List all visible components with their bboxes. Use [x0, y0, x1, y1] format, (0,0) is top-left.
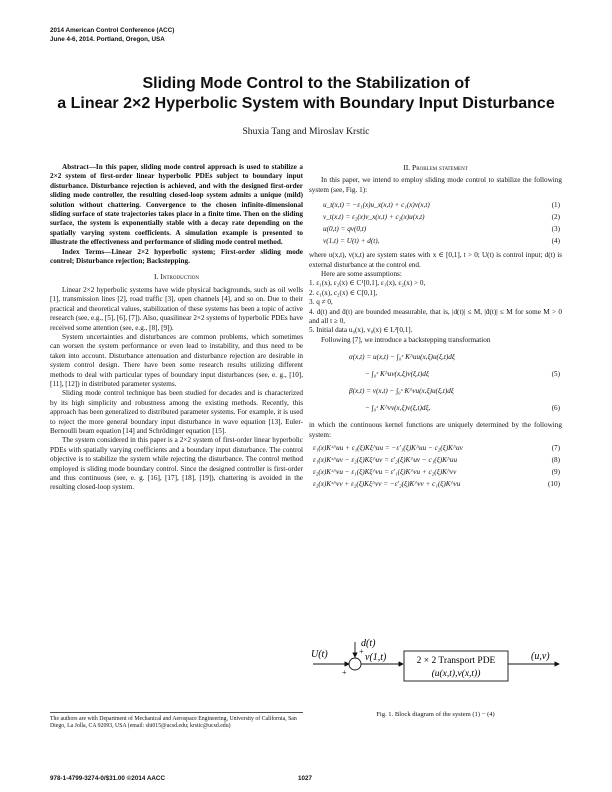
title-line-1: Sliding Mode Control to the Stabilization of	[142, 75, 470, 92]
paper-title	[40, 74, 572, 114]
backstepping-intro: Following [7], we introduce a backstepping transformation	[321, 335, 491, 344]
conference-name: 2014 American Control Conference (ACC)	[50, 27, 175, 34]
index-terms: Index Terms—Linear 2×2 hyperbolic system; First-order sliding mode control; Disturbance rejection; Backstepping.	[50, 247, 303, 266]
equation-2	[309, 211, 562, 223]
left-column	[50, 163, 303, 493]
page-number: 1027	[298, 775, 313, 782]
equation-6a	[309, 383, 562, 400]
plus-sign-disturbance: +	[359, 647, 364, 656]
where-text: where u(x,t), v(x,t) are system states with x ∈ [0,1], t > 0; U(t) is control input; d(t) is external disturbance at the control end.	[309, 251, 562, 269]
figure-caption: Fig. 1. Block diagram of the system (1) − (4)	[376, 711, 495, 718]
equation-1	[309, 199, 562, 211]
equation-number: (3)	[551, 224, 560, 233]
abstract: Abstract—In this paper, sliding mode control approach is used to stabilize a 2×2 system of first-order linear hyperbolic PDEs subject to boundary input disturbance. Disturbance rejection is achieved, and with the designed first-order sliding mode controller, the resulting closed-loop system admits a unique (mild) solution without chattering. Convergence to the chosen infinite-dimensional sliding surface of state trajectories takes place in a finite time. Then on the sliding surface, the system is exponentially stable with a decay rate depending on the spatially varying system coefficients. A simulation example is presented to illustrate the effectiveness and performance of sliding mode control method.	[50, 163, 303, 247]
intro-paragraph: The system considered in this paper is a 2×2 system of first-order linear hyperbolic PDEs with spatially varying coefficients and a boundary input disturbance. The control objective is to stabilize the system while rejecting the disturbance. The control method employed is sliding mode boundary control. Since the designed controller is first-order and thus continuous (see, e. g. [16], [17], [18], [19]), chattering is avoided in the resulting closed-loop system.	[50, 436, 303, 492]
equation-expression: u(0,t) = qv(0,t)	[323, 224, 367, 233]
title-line-2: a Linear 2×2 Hyperbolic System with Boundary Input Disturbance	[57, 95, 555, 112]
intro-paragraph: Linear 2×2 hyperbolic systems have wide physical backgrounds, such as oil wells [1], transmission lines [2], road traffic [3], open channels [4], and so on. Due to their practical and theoretical values, stabilization of these systems has been a topic of active research (see, e.g., [5], [6], [7]). Also, quasilinear 2×2 systems of hyperbolic PDEs have received some attention (see, e.g., [8], [9]).	[50, 285, 303, 332]
equation-expression: ε₂(x)Kˣ^vu − ε₁(ξ)Kξ^vu = ε′₁(ξ)K^vu + c₂(ξ)K^vv	[313, 468, 457, 477]
isbn-footer: 978-1-4799-3274-0/$31.00 ©2014 AACC	[50, 775, 166, 782]
equation-expression: β(x,t) = v(x,t) − ∫₀ˣ K^vu(x,ξ)u(ξ,t)dξ	[349, 387, 454, 396]
intro-paragraph: Sliding mode control technique has been studied for decades and is characterized by its high simplicity and robustness among the existing methods. Recently, this approach has been generalized to distributed parameter systems. For example, it is used to reject the more general boundary input disturbance in wave equation [13], Euler-Bernoulli beam equation [14] and Schrödinger equation [15].	[50, 389, 303, 435]
author-footnote: The authors are with Department of Mechanical and Aerospace Engineering, University of California, San Diego, La Jolla, CA 92093, USA (email: shi015@ucsd.edu; krstic@ucsd.edu)	[50, 712, 303, 731]
intro-paragraph: System uncertainties and disturbances are common problems, which sometimes can worsen the system performance or even lead to instability, and thus need to be taken into account. Disturbance attenuation and disturbance rejection are desirable in system control design. There have been some research results utilizing different methods to deal with particular types of boundary input disturbances (see, e. g., [10], [11], [12]) in distributed parameter systems.	[50, 332, 303, 388]
assumptions-intro: Here are some assumptions:	[321, 270, 402, 279]
block-diagram	[309, 638, 562, 704]
assumption-item: 4. d(t) and ḋ(t) are bounded measurable, that is, |d(t)| ≤ M, |ḋ(t)| ≤ M for some M > 0 and all t ≥ 0,	[309, 307, 562, 326]
equation-8	[309, 455, 562, 467]
equation-number: (8)	[551, 456, 560, 465]
equation-number: (10)	[548, 480, 560, 489]
equation-number: (5)	[551, 370, 560, 379]
equation-expression: ε₁(x)Kˣ^uv − ε₂(ξ)Kξ^uv = ε′₂(ξ)K^uv − c₁(ξ)K^uu	[313, 456, 458, 465]
equation-number: (4)	[551, 236, 560, 245]
equation-9	[309, 467, 562, 479]
equation-5b	[309, 366, 562, 383]
authors: Shuxia Tang and Miroslav Krstic	[242, 126, 370, 137]
assumption-item: 1. ε₁(x), ε₂(x) ∈ C¹[0,1], ε₁(x), ε₂(x) > 0,	[309, 279, 426, 288]
plus-sign-input: +	[342, 668, 347, 677]
disturbance-label: d(t)	[361, 638, 376, 649]
equation-expression: α(x,t) = u(x,t) − ∫₀ˣ K^uu(x,ξ)u(ξ,t)dξ	[349, 353, 455, 362]
assumption-item: 3. q ≠ 0,	[309, 298, 333, 307]
assumption-item: 2. c₁(x), c₂(x) ∈ C[0,1],	[309, 288, 378, 297]
block-title: 2 × 2 Transport PDE	[416, 656, 496, 666]
block-states: (u(x,t),v(x,t))	[431, 669, 481, 679]
equation-expression: u_t(x,t) = −ε₁(x)u_x(x,t) + c₁(x)v(x,t)	[323, 200, 430, 209]
equation-7	[309, 443, 562, 455]
equation-expression: − ∫₀ˣ K^uv(x,ξ)v(ξ,t)dξ	[365, 370, 429, 379]
equation-number: (2)	[551, 212, 560, 221]
assumption-item: 5. Initial data u₀(x), v₀(x) ∈ L²[0,1].	[309, 326, 413, 335]
conference-date-location: June 4-6, 2014. Portland, Oregon, USA	[50, 36, 165, 43]
equation-number: (1)	[551, 200, 560, 209]
right-column	[309, 163, 562, 491]
boundary-label: v(1,t)	[365, 652, 387, 663]
equation-number: (9)	[551, 468, 560, 477]
kernel-intro: in which the continuous kernel functions are uniquely determined by the following system:	[309, 421, 562, 439]
output-label: (u,v)	[531, 651, 550, 662]
equation-expression: ε₂(x)Kˣ^vv + ε₂(ξ)Kξ^vv = −ε′₂(ξ)K^vv + c₁(ξ)K^vu	[313, 480, 461, 489]
section-heading-problem-statement: II. Problem statement	[403, 163, 468, 172]
input-label: U(t)	[311, 649, 328, 660]
equation-10	[309, 479, 562, 491]
equation-number: (7)	[551, 444, 560, 453]
equation-expression: ε₁(x)Kˣ^uu + ε₁(ξ)Kξ^uu = −ε′₁(ξ)K^uu − c₂(ξ)K^uv	[313, 444, 463, 453]
problem-intro: In this paper, we intend to employ sliding mode control to stabilize the following system (see, Fig. 1):	[309, 176, 562, 194]
equation-5a	[309, 349, 562, 366]
equation-expression: − ∫₀ˣ K^vv(x,ξ)v(ξ,t)dξ,	[365, 404, 431, 413]
equation-4	[309, 235, 562, 247]
equation-expression: v(1,t) = U(t) + d(t),	[323, 236, 380, 245]
equation-expression: v_t(x,t) = ε₂(x)v_x(x,t) + c₂(x)u(x,t)	[323, 212, 425, 221]
equation-6b	[309, 400, 562, 417]
equation-number: (6)	[551, 404, 560, 413]
section-heading-introduction: I. Introduction	[154, 272, 199, 282]
equation-3	[309, 223, 562, 235]
summing-junction	[349, 658, 361, 670]
